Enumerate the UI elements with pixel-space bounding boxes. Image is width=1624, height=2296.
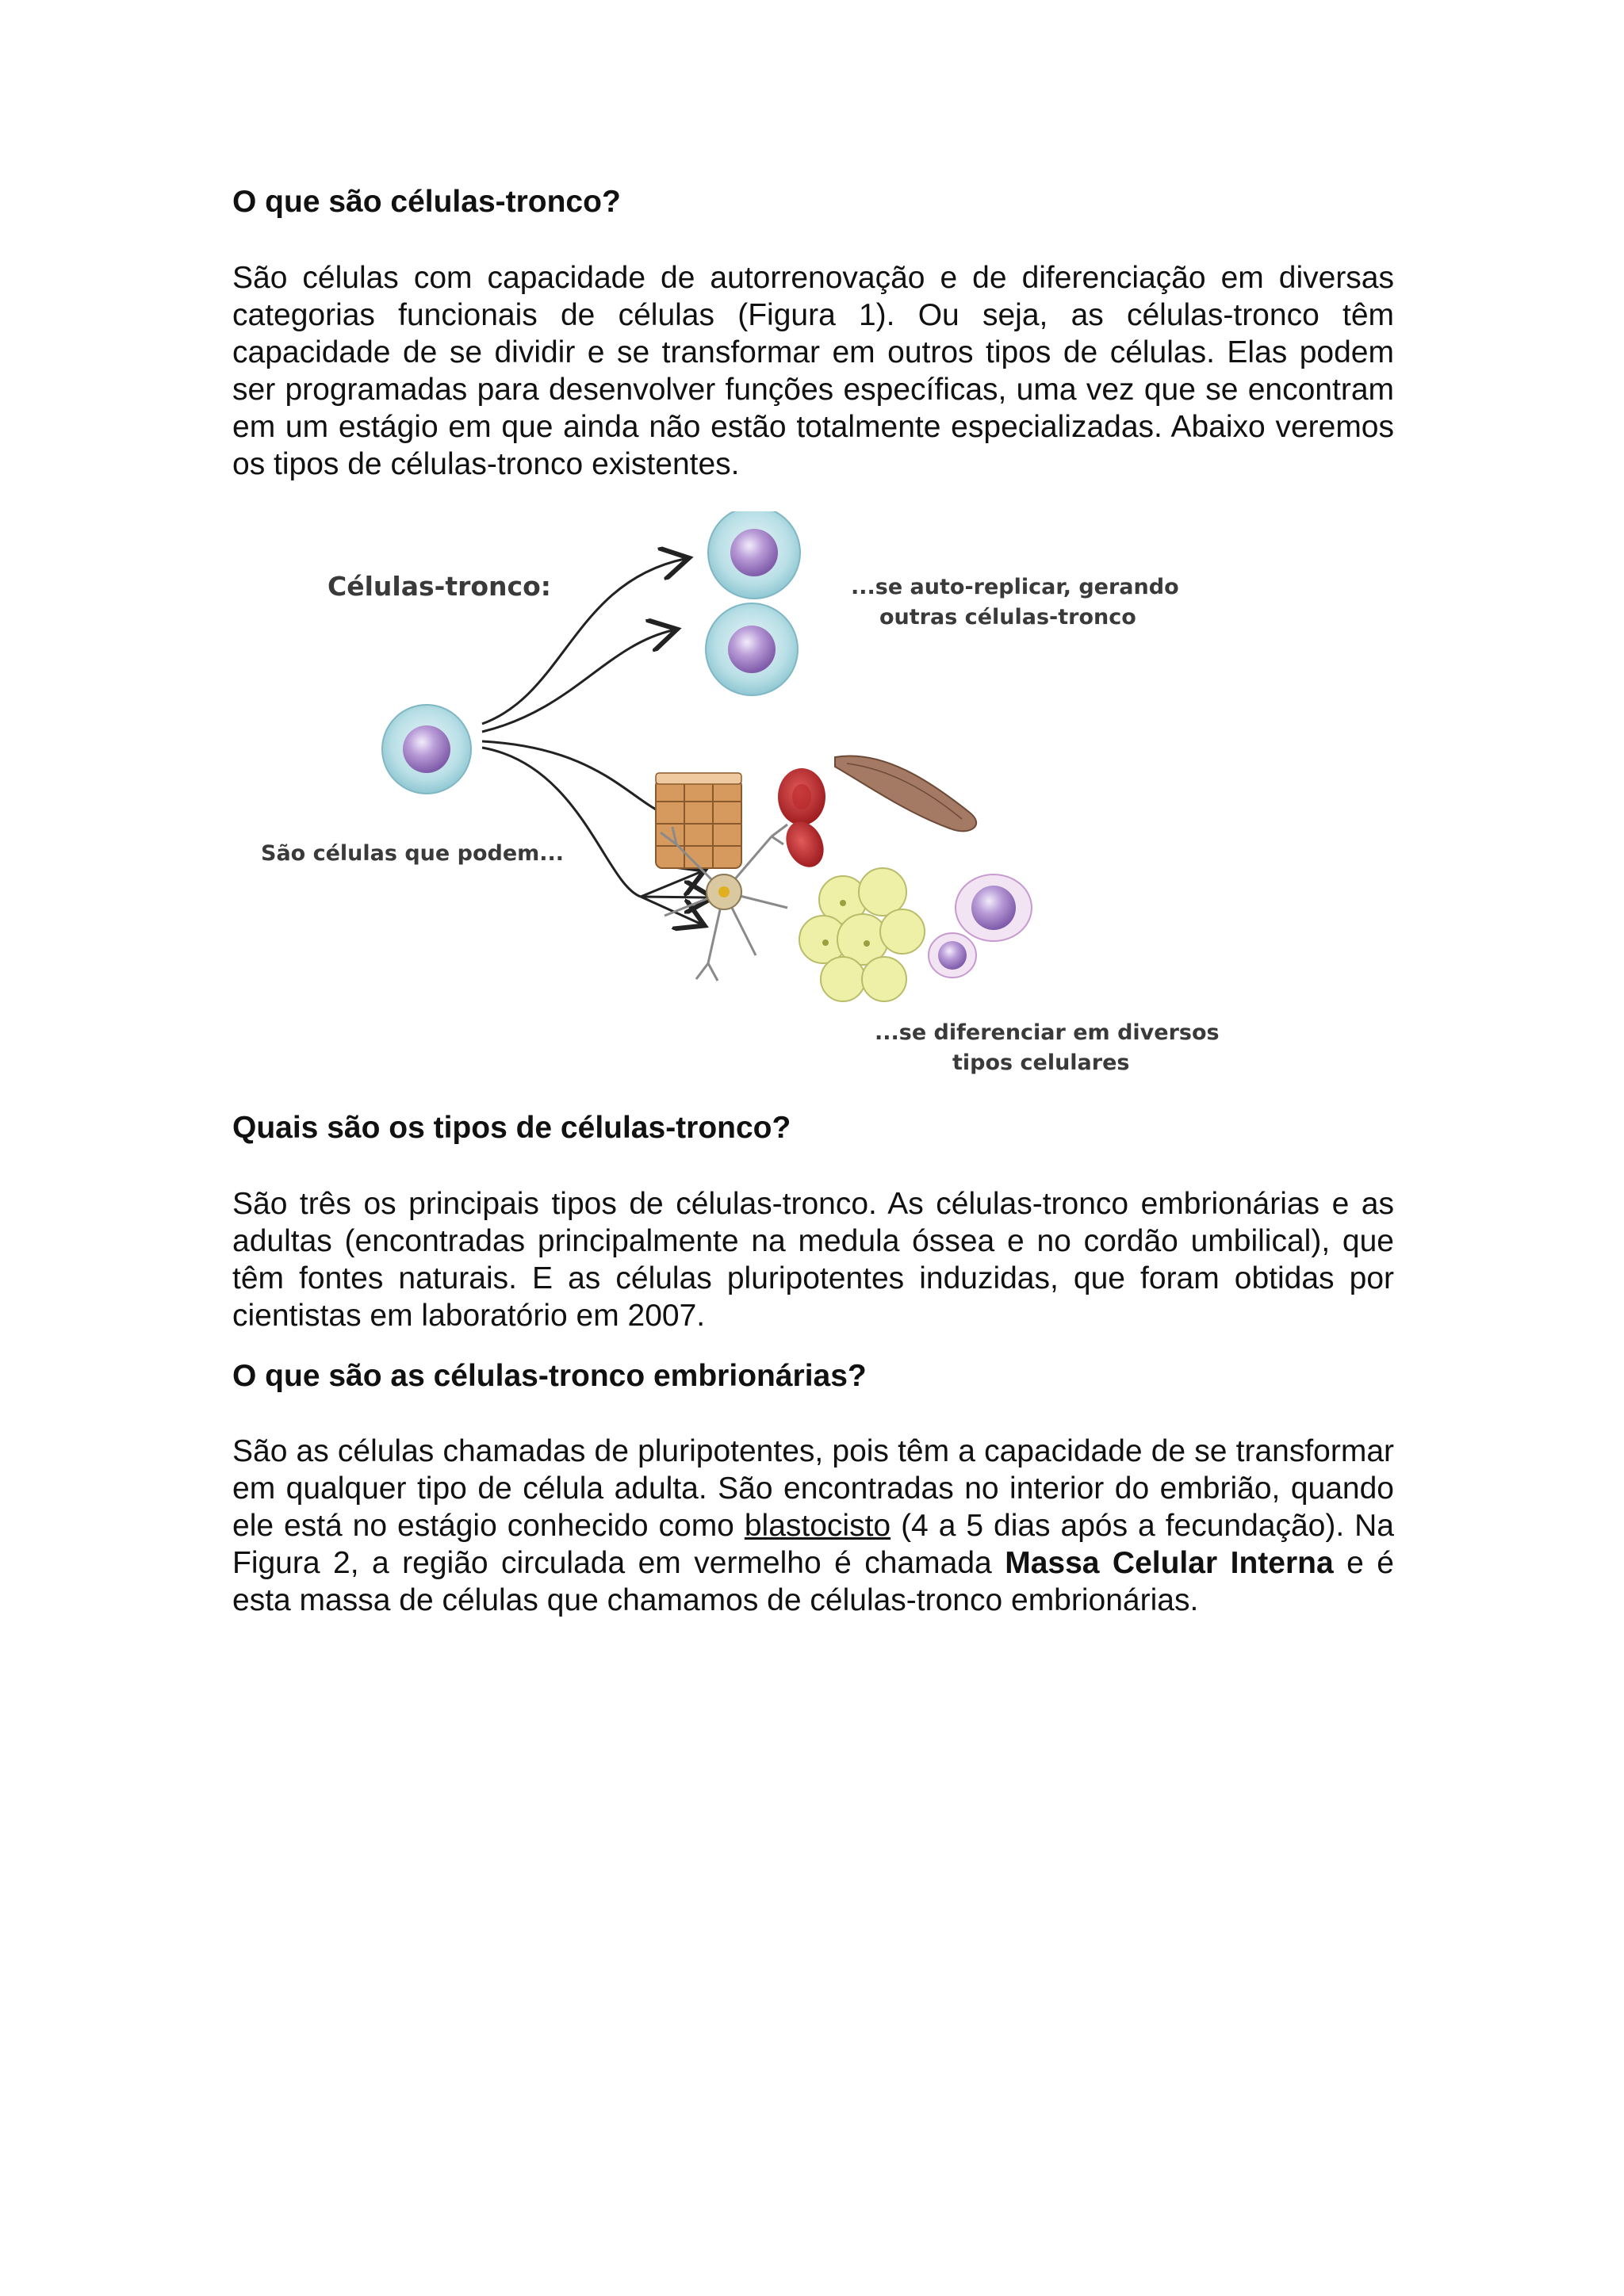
stem-cell-icon	[706, 603, 798, 695]
red-blood-cell-icon	[778, 768, 831, 873]
figure-stem-cells	[232, 511, 1394, 1094]
text-span: São as células chamadas de pluripotentes, pois têm a capacidade de se transformar em qualquer tipo de célula adulta. São encontradas no interior do embrião, quando ele está no estágio conhecido como	[232, 1434, 1394, 1544]
section-title-embryonic: O que são as células-tronco embrionárias?	[232, 1358, 867, 1393]
stem-cell-diagram	[232, 511, 1394, 1094]
paragraph-stem-cells-definition: São células com capacidade de autorrenovação e de diferenciação em diversas categorias funcionais de células (Figura 1). Ou seja, as células-tronco têm capacidade de se dividir e se transformar em outros tipos de células. Elas podem ser programadas para desenvolver funções específicas, uma vez que se encontram em um estágio em que ainda não estão totalmente especializadas. Abaixo veremos os tipos de células-tronco existentes.	[232, 260, 1394, 481]
fat-cells-icon	[799, 868, 925, 1001]
stem-cell-icon	[708, 511, 800, 599]
figure-label-top-2: outras células-tronco	[879, 604, 1136, 629]
document-content	[232, 184, 1394, 1619]
figure-label-top-1: ...se auto-replicar, gerando	[851, 574, 1179, 599]
bold-inner-cell-mass: Massa Celular Interna	[1005, 1546, 1334, 1581]
epithelial-cells-icon	[656, 773, 741, 868]
figure-label-main: Células-tronco:	[327, 570, 551, 602]
text-span: e é esta massa de células que chamamos de células-tronco embrionárias.	[232, 1546, 1394, 1618]
figure-label-left: São células que podem...	[261, 840, 565, 866]
section-title-types: Quais são os tipos de células-tronco?	[232, 1110, 791, 1145]
white-blood-cell-icon	[929, 874, 1032, 978]
stem-cell-icon	[382, 705, 471, 794]
figure-label-bottom-2: tipos celulares	[952, 1050, 1130, 1075]
section-title-what-are-stem-cells: O que são células-tronco?	[232, 185, 621, 219]
paragraph-embryonic	[232, 1433, 1394, 1619]
figure-label-bottom-1: ...se diferenciar em diversos	[875, 1020, 1220, 1045]
paragraph-types: São três os principais tipos de células-tronco. As células-tronco embrionárias e as adultas (encontradas principalmente na medula óssea e no cordão umbilical), que têm fontes naturais. E as células pluripotentes induzidas, que foram obtidas por cientistas em laboratório em 2007.	[232, 1186, 1394, 1333]
muscle-cell-icon	[835, 756, 976, 831]
link-blastocisto[interactable]: blastocisto	[744, 1509, 891, 1544]
text-span: (4 a 5 dias após a fecundação). Na Figura 2, a região circulada em vermelho é chamada	[232, 1509, 1394, 1581]
